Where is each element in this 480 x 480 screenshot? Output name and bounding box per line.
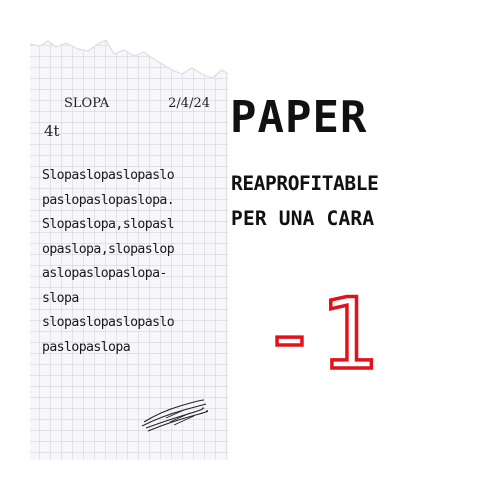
headline-line-2: PER UNA CARA xyxy=(231,207,375,230)
note-header xyxy=(36,96,214,116)
headline-title: PAPER xyxy=(230,92,368,143)
note-body xyxy=(42,164,227,360)
note-line: slopaslopaslopaslo xyxy=(42,315,175,330)
note-date: 2/4/24 xyxy=(168,96,210,111)
note-line: aslopaslopaslopa- xyxy=(42,266,167,281)
note-line: Slopaslopaslopaslo xyxy=(42,168,175,183)
note-subtitle: 4t xyxy=(44,122,60,140)
minus-one-text: -1 xyxy=(260,282,379,392)
note-line: slopa xyxy=(42,290,79,306)
signature-scribble xyxy=(140,398,208,434)
note-line: paslopaslopa xyxy=(42,339,131,355)
headline-line-1: REAPROFITABLE xyxy=(231,172,379,195)
note-line: Slopaslopa,slopasl xyxy=(42,217,175,232)
note-title: SLOPA xyxy=(64,96,110,111)
note-line: opaslopa,slopaslop xyxy=(42,241,175,257)
note-line: paslopaslopaslopa. xyxy=(42,192,175,208)
minus-one-value xyxy=(258,282,438,402)
